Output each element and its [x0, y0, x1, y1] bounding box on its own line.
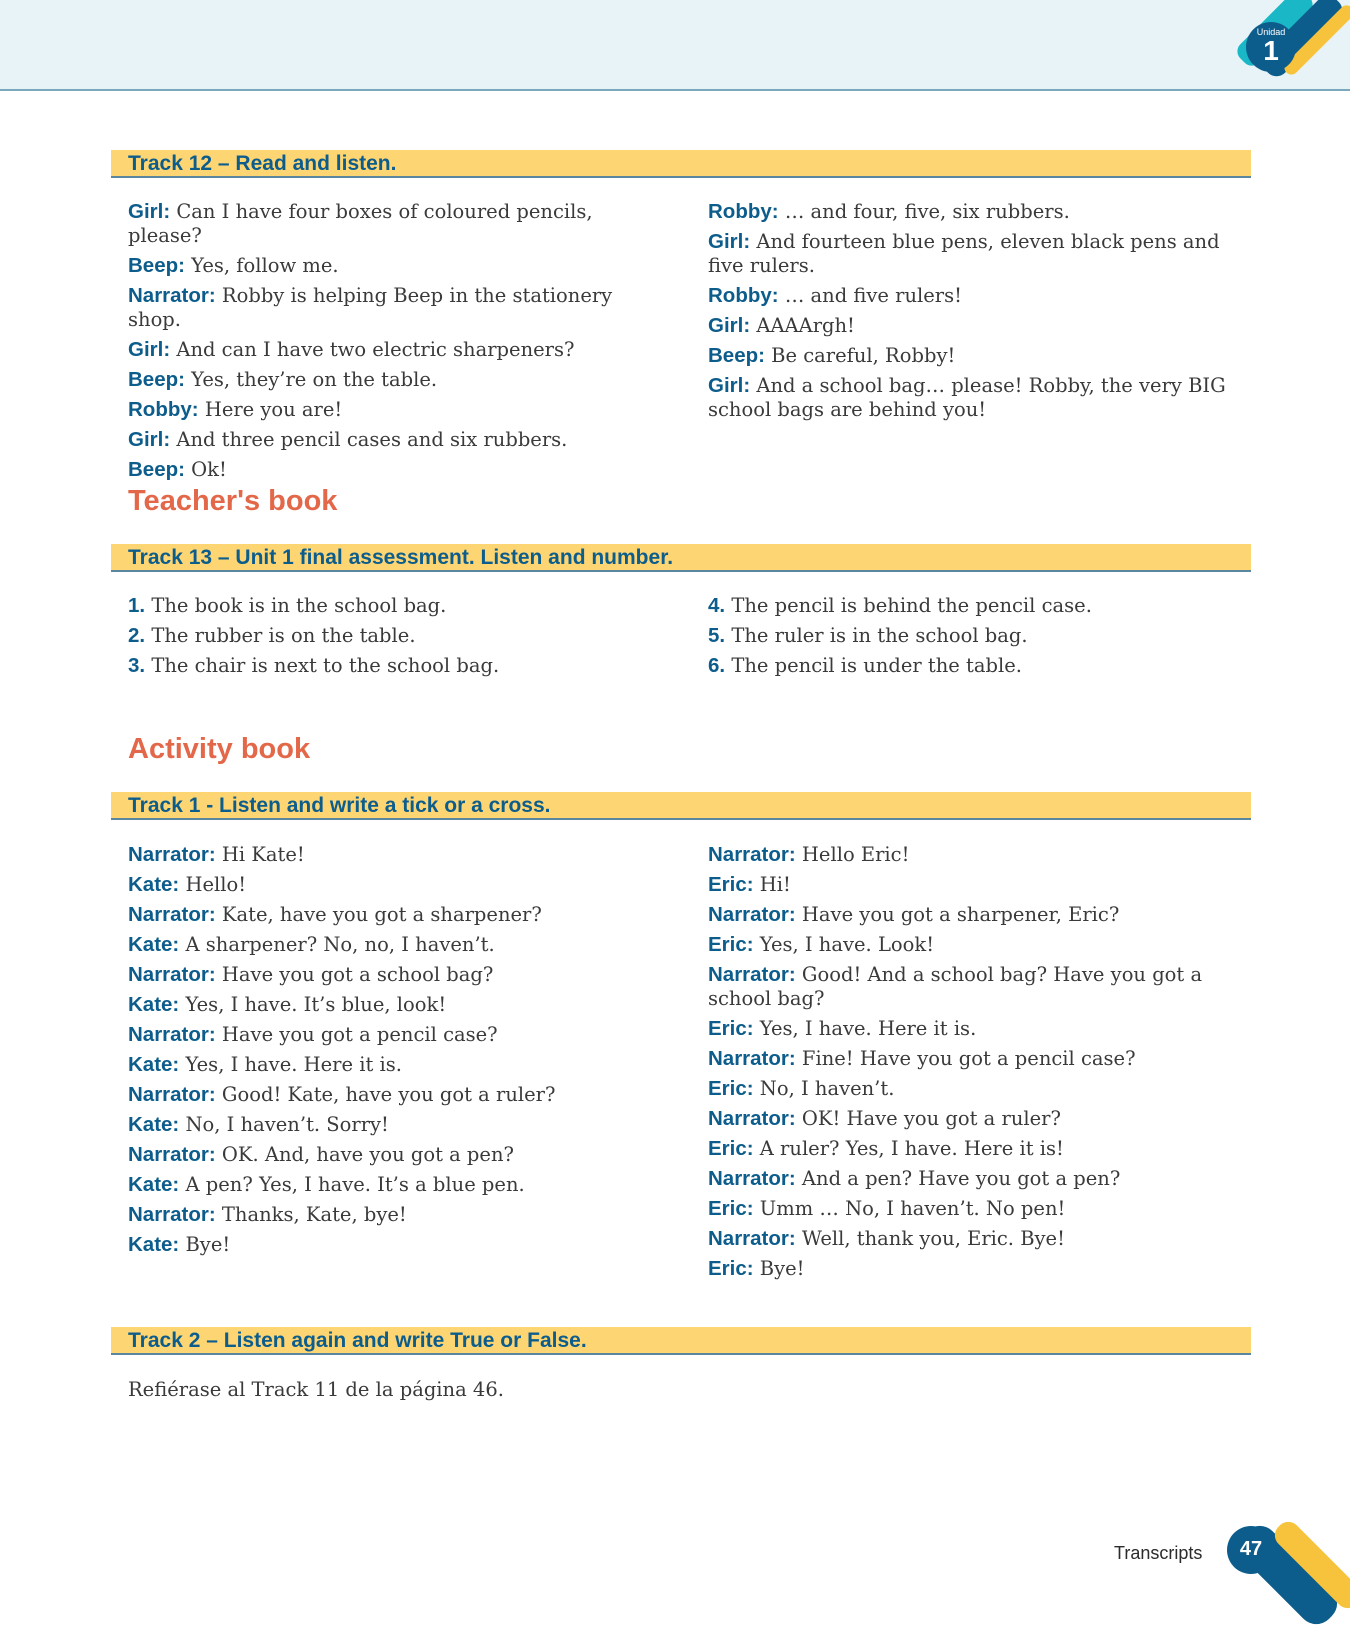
item-text: The book is in the school bag. — [151, 594, 447, 617]
dialog-line — [128, 1113, 668, 1137]
dialog-text: And a school bag… please! Robby, the very BIG school bags are behind you! — [708, 374, 1226, 421]
dialog-line — [128, 458, 668, 482]
track-1-left-column — [128, 843, 668, 1263]
page-number: 47 — [1227, 1526, 1275, 1574]
speaker-name: Beep: — [128, 254, 185, 277]
dialog-text: Yes, I have. It’s blue, look! — [185, 993, 447, 1016]
speaker-name: Kate: — [128, 1053, 180, 1076]
speaker-name: Girl: — [708, 314, 751, 337]
dialog-line — [708, 374, 1248, 422]
numbered-item — [128, 624, 668, 648]
dialog-text: No, I haven’t. — [759, 1077, 895, 1100]
dialog-line — [128, 338, 668, 362]
speaker-name: Kate: — [128, 1173, 180, 1196]
speaker-name: Kate: — [128, 1233, 180, 1256]
dialog-line — [128, 873, 668, 897]
numbered-item — [128, 594, 668, 618]
footer-section-label: Transcripts — [1114, 1543, 1203, 1563]
speaker-name: Kate: — [128, 933, 180, 956]
numbered-item — [128, 654, 668, 678]
dialog-text: Good! And a school bag? Have you got a school bag? — [708, 963, 1203, 1010]
unit-number: 1 — [1263, 35, 1279, 66]
dialog-text: Yes, I have. Here it is. — [759, 1017, 977, 1040]
dialog-line — [708, 1257, 1248, 1281]
speaker-name: Narrator: — [708, 1107, 796, 1130]
dialog-text: Umm … No, I haven’t. No pen! — [759, 1197, 1066, 1220]
dialog-line — [128, 200, 668, 248]
dialog-text: No, I haven’t. Sorry! — [185, 1113, 389, 1136]
dialog-text: Have you got a sharpener, Eric? — [801, 903, 1120, 926]
speaker-name: Narrator: — [708, 1227, 796, 1250]
speaker-name: Narrator: — [128, 284, 216, 307]
speaker-name: Beep: — [708, 344, 765, 367]
dialog-line — [708, 1137, 1248, 1161]
dialog-line — [708, 230, 1248, 278]
dialog-line — [708, 1047, 1248, 1071]
dialog-line — [128, 368, 668, 392]
dialog-text: A sharpener? No, no, I haven’t. — [185, 933, 495, 956]
dialog-text: Robby is helping Beep in the stationery shop. — [128, 284, 613, 331]
speaker-name: Beep: — [128, 458, 185, 481]
dialog-line — [128, 993, 668, 1017]
numbered-item — [708, 654, 1248, 678]
dialog-text: Yes, they’re on the table. — [191, 368, 438, 391]
speaker-name: Robby: — [708, 200, 779, 223]
dialog-text: Be careful, Robby! — [771, 344, 956, 367]
speaker-name: Narrator: — [128, 963, 216, 986]
dialog-line — [128, 1233, 668, 1257]
dialog-line — [128, 1173, 668, 1197]
dialog-text: And fourteen blue pens, eleven black pens and five rulers. — [708, 230, 1220, 277]
dialog-text: Thanks, Kate, bye! — [221, 1203, 407, 1226]
dialog-line — [128, 1023, 668, 1047]
dialog-line — [708, 1227, 1248, 1251]
teachers-book-title: Teacher's book — [128, 485, 338, 517]
dialog-line — [708, 1017, 1248, 1041]
speaker-name: Kate: — [128, 1113, 180, 1136]
item-number: 4. — [708, 594, 726, 617]
speaker-name: Narrator: — [128, 903, 216, 926]
track-13-heading: Track 13 – Unit 1 final assessment. Listen and number. — [111, 544, 1251, 572]
dialog-line — [708, 314, 1248, 338]
dialog-line — [708, 933, 1248, 957]
dialog-line — [128, 428, 668, 452]
speaker-name: Narrator: — [128, 843, 216, 866]
item-text: The rubber is on the table. — [151, 624, 416, 647]
track-2-heading: Track 2 – Listen again and write True or False. — [111, 1327, 1251, 1355]
dialog-text: Have you got a school bag? — [221, 963, 494, 986]
speaker-name: Girl: — [708, 230, 751, 253]
numbered-item — [708, 594, 1248, 618]
dialog-text: Hello! — [185, 873, 247, 896]
unit-badge — [1246, 22, 1296, 72]
track-13-right-column — [708, 594, 1248, 684]
dialog-line — [708, 843, 1248, 867]
dialog-text: Kate, have you got a sharpener? — [221, 903, 542, 926]
track-1-right-column — [708, 843, 1248, 1287]
dialog-text: Hi Kate! — [221, 843, 305, 866]
speaker-name: Narrator: — [128, 1203, 216, 1226]
dialog-text: Good! Kate, have you got a ruler? — [221, 1083, 556, 1106]
speaker-name: Narrator: — [128, 1083, 216, 1106]
speaker-name: Girl: — [128, 200, 171, 223]
dialog-line — [128, 1083, 668, 1107]
dialog-line — [128, 398, 668, 422]
dialog-text: And three pencil cases and six rubbers. — [176, 428, 568, 451]
item-number: 3. — [128, 654, 146, 677]
dialog-line — [708, 963, 1248, 1011]
dialog-line — [128, 903, 668, 927]
dialog-line — [708, 1107, 1248, 1131]
speaker-name: Narrator: — [708, 1167, 796, 1190]
dialog-text: Fine! Have you got a pencil case? — [801, 1047, 1136, 1070]
speaker-name: Eric: — [708, 933, 754, 956]
speaker-name: Eric: — [708, 1137, 754, 1160]
dialog-line — [708, 1167, 1248, 1191]
dialog-text: Here you are! — [204, 398, 343, 421]
dialog-line — [708, 284, 1248, 308]
dialog-line — [708, 873, 1248, 897]
item-number: 1. — [128, 594, 146, 617]
speaker-name: Narrator: — [708, 963, 796, 986]
dialog-line — [128, 963, 668, 987]
speaker-name: Eric: — [708, 1197, 754, 1220]
track-12-left-column — [128, 200, 668, 488]
speaker-name: Girl: — [128, 428, 171, 451]
speaker-name: Beep: — [128, 368, 185, 391]
speaker-name: Kate: — [128, 993, 180, 1016]
speaker-name: Eric: — [708, 1017, 754, 1040]
dialog-text: Bye! — [185, 1233, 231, 1256]
dialog-line — [708, 200, 1248, 224]
dialog-text: … and five rulers! — [784, 284, 962, 307]
dialog-line — [128, 1203, 668, 1227]
dialog-text: Yes, I have. Look! — [759, 933, 935, 956]
dialog-text: Well, thank you, Eric. Bye! — [801, 1227, 1065, 1250]
track-2-text: Refiérase al Track 11 de la página 46. — [128, 1378, 504, 1401]
item-number: 5. — [708, 624, 726, 647]
dialog-text: A ruler? Yes, I have. Here it is! — [759, 1137, 1064, 1160]
dialog-text: Hello Eric! — [801, 843, 910, 866]
dialog-line — [128, 1143, 668, 1167]
speaker-name: Eric: — [708, 1077, 754, 1100]
dialog-line — [128, 254, 668, 278]
dialog-line — [128, 284, 668, 332]
speaker-name: Girl: — [708, 374, 751, 397]
speaker-name: Narrator: — [708, 1047, 796, 1070]
dialog-line — [708, 1197, 1248, 1221]
speaker-name: Eric: — [708, 873, 754, 896]
dialog-line — [708, 344, 1248, 368]
item-text: The chair is next to the school bag. — [151, 654, 500, 677]
speaker-name: Girl: — [128, 338, 171, 361]
speaker-name: Robby: — [708, 284, 779, 307]
item-text: The ruler is in the school bag. — [731, 624, 1028, 647]
dialog-text: Yes, follow me. — [191, 254, 339, 277]
speaker-name: Kate: — [128, 873, 180, 896]
numbered-item — [708, 624, 1248, 648]
dialog-text: And a pen? Have you got a pen? — [801, 1167, 1121, 1190]
dialog-text: Ok! — [191, 458, 227, 481]
dialog-text: A pen? Yes, I have. It’s a blue pen. — [185, 1173, 525, 1196]
item-number: 6. — [708, 654, 726, 677]
track-13-left-column — [128, 594, 668, 684]
dialog-text: Yes, I have. Here it is. — [185, 1053, 402, 1076]
dialog-line — [708, 1077, 1248, 1101]
speaker-name: Eric: — [708, 1257, 754, 1280]
dialog-text: OK! Have you got a ruler? — [801, 1107, 1061, 1130]
speaker-name: Robby: — [128, 398, 199, 421]
activity-book-title: Activity book — [128, 733, 311, 765]
speaker-name: Narrator: — [128, 1143, 216, 1166]
track-12-right-column — [708, 200, 1248, 428]
dialog-line — [708, 903, 1248, 927]
dialog-text: And can I have two electric sharpeners? — [176, 338, 575, 361]
dialog-line — [128, 1053, 668, 1077]
dialog-text: Hi! — [759, 873, 791, 896]
dialog-text: OK. And, have you got a pen? — [221, 1143, 514, 1166]
track-1-heading: Track 1 - Listen and write a tick or a cross. — [111, 792, 1251, 820]
unit-label: Unidad — [1256, 27, 1286, 37]
dialog-line — [128, 843, 668, 867]
track-12-heading: Track 12 – Read and listen. — [111, 150, 1251, 178]
item-number: 2. — [128, 624, 146, 647]
dialog-text: AAAArgh! — [756, 314, 855, 337]
header-band — [0, 0, 1350, 91]
dialog-line — [128, 933, 668, 957]
dialog-text: Can I have four boxes of coloured pencils, please? — [128, 200, 593, 247]
speaker-name: Narrator: — [708, 843, 796, 866]
dialog-text: … and four, five, six rubbers. — [784, 200, 1070, 223]
item-text: The pencil is under the table. — [731, 654, 1022, 677]
dialog-text: Have you got a pencil case? — [221, 1023, 498, 1046]
speaker-name: Narrator: — [128, 1023, 216, 1046]
item-text: The pencil is behind the pencil case. — [731, 594, 1092, 617]
dialog-text: Bye! — [759, 1257, 805, 1280]
speaker-name: Narrator: — [708, 903, 796, 926]
